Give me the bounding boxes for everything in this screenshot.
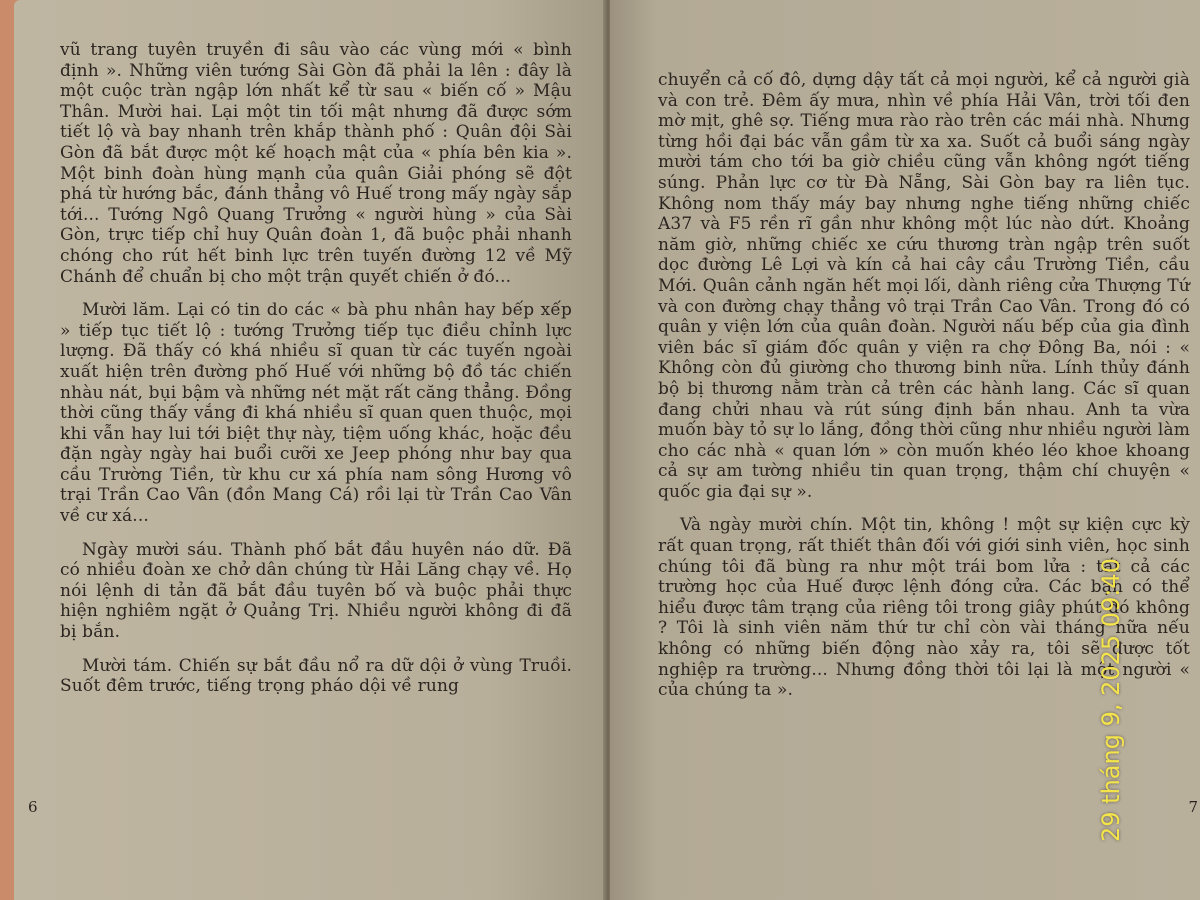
left-paragraph-1: vũ trang tuyên truyền đi sâu vào các vùng mới « bình định ». Những viên tướng Sài Gòn đã phải la lên : đây là một cuộc tràn ngập lớn nhất kể từ sau « biến cố » Mậu Thân. Mười hai. Lại một tin tối mật nhưng đã được sớm tiết lộ và bay nhanh trên khắp thành phố : Quân đội Sài Gòn đã bắt được một kế hoạch mật của « phía bên kia ». Một binh đoàn hùng mạnh của quân Giải phóng sẽ đột phá từ hướng bắc, đánh thẳng vô Huế trong mấy ngày sắp tới... Tướng Ngô Quang Trưởng « người hùng » của Sài Gòn, trực tiếp chỉ huy Quân đoàn 1, đã buộc phải nhanh chóng cho rút hết binh lực trên tuyến đường 12 về Mỹ Chánh để chuẩn bị cho một trận quyết chiến ở đó...	[60, 40, 572, 287]
photo-timestamp: 29 tháng 9, 2025 09:40	[1097, 558, 1125, 842]
right-paragraph-1: chuyển cả cố đô, dựng dậy tất cả mọi người, kể cả người già và con trẻ. Đêm ấy mưa, nhìn về phía Hải Vân, trời tối đen mờ mịt, ghê sợ. Tiếng mưa rào rào trên các mái nhà. Nhưng từng hồi đại bác vẫn gầm từ xa xa. Suốt cả buổi sáng ngày mười tám cho tới ba giờ chiều cũng vẫn không ngớt tiếng súng. Phản lực cơ từ Đà Nẵng, Sài Gòn bay ra liên tục. Không nom thấy máy bay nhưng nghe tiếng những chiếc A37 và F5 rền rĩ gần như không một lúc nào dứt. Khoảng năm giờ, những chiếc xe cứu thương tràn ngập trên suốt dọc đường Lê Lợi và kín cả hai cây cầu Trường Tiền, cầu Mới. Quân cảnh ngăn hết mọi lối, dành riêng cửa Thượng Tứ và con đường chạy thẳng vô trại Trần Cao Vân. Trong đó có quân y viện lớn của quân đoàn. Người nấu bếp của gia đình viên bác sĩ giám đốc quân y viện ra chợ Đông Ba, nói : « Không còn đủ giường cho thương binh nữa. Lính thủy đánh bộ bị thương nằm tràn cả trên các hành lang. Các sĩ quan đang chửi nhau và rút súng định bắn nhau. Anh ta vừa muốn bày tỏ sự lo lắng, đồng thời cũng như nhiều người làm cho các nhà « quan lớn » còn muốn khéo léo khoe khoang cả sự am tường nhiều tin quan trọng, thậm chí chuyện « quốc gia đại sự ».	[658, 70, 1190, 502]
right-paragraph-2: Và ngày mười chín. Một tin, không ! một sự kiện cực kỳ rất quan trọng, rất thiết thân đối với giới sinh viên, học sinh chúng tôi đã bùng ra như một trái bom lửa : tất cả các trường học của Huế được lệnh đóng cửa. Các bạn có thể hiểu được tâm trạng của riêng tôi trong giây phút đó không ? Tôi là sinh viên năm thứ tư chỉ còn vài tháng nữa nếu không có những biến động nào xảy ra, tôi sẽ được tốt nghiệp ra trường... Nhưng đồng thời tôi lại là một người « của chúng ta ».	[658, 515, 1190, 701]
left-page	[14, 0, 606, 900]
page-number-right: 7	[1188, 798, 1198, 816]
left-paragraph-4: Mười tám. Chiến sự bắt đầu nổ ra dữ dội ở vùng Truồi. Suốt đêm trước, tiếng trọng pháo dội về rung	[60, 655, 572, 697]
left-paragraph-3: Ngày mười sáu. Thành phố bắt đầu huyên náo dữ. Đã có nhiều đoàn xe chở dân chúng từ Hải Lăng chạy về. Họ nói lệnh di tản đã bắt đầu tuyên bố và buộc phải thực hiện nghiêm ngặt ở Quảng Trị. Nhiều người không đi đã bị bắn.	[60, 539, 572, 643]
page-number-left: 6	[28, 798, 38, 816]
left-paragraph-2: Mười lăm. Lại có tin do các « bà phu nhân hay bếp xếp » tiếp tục tiết lộ : tướng Trưởng tiếp tục điều chỉnh lực lượng. Đã thấy có khá nhiều sĩ quan từ các tuyến ngoài xuất hiện trên đường phố Huế với những bộ đồ tác chiến nhàu nát, bụi bậm và những nét mặt rất căng thẳng. Đồng thời cũng thấy vắng đi khá nhiều sĩ quan quen thuộc, mọi khi vẫn hay lui tới biệt thự này, tiệm uống khác, hoặc đều đặn ngày ngày hai buổi cưỡi xe Jeep phóng như bay qua cầu Trường Tiền, từ khu cư xá phía nam sông Hương vô trại Trần Cao Vân (đồn Mang Cá) rồi lại từ Trần Cao Vân về cư xá...	[60, 300, 572, 527]
